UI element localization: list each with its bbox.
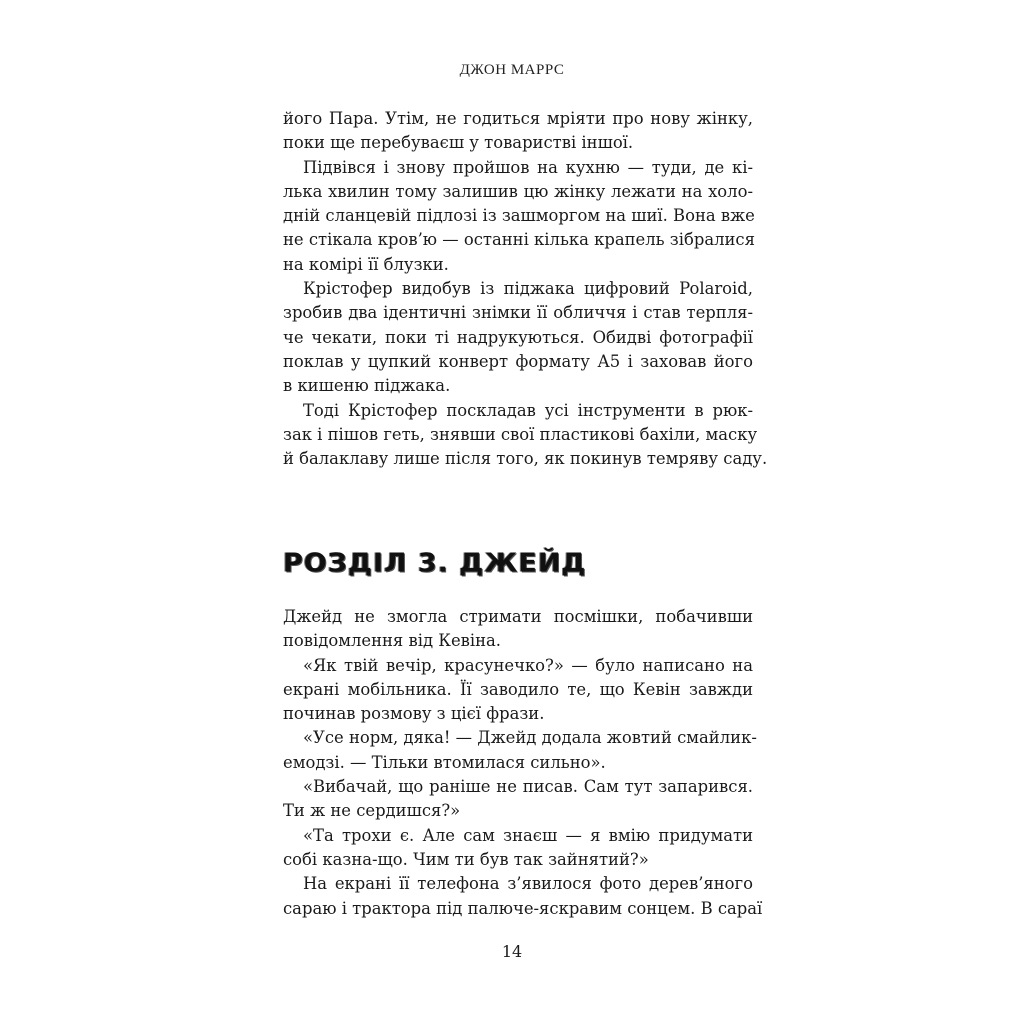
text-line: й балаклаву лише після того, як покинув темряву саду. <box>283 449 768 469</box>
body-text-section-1 <box>283 107 768 471</box>
text-line: Джейд не змогла стримати посмішки, побачивши <box>283 607 753 626</box>
text-line: «Та трохи є. Але сам знаєш — я вмію придумати <box>303 825 753 845</box>
text-line: зробив два ідентичні знімки її обличчя і став терпля- <box>283 303 753 323</box>
text-line: На екрані її телефона з’явилося фото дерев’яного <box>303 874 753 894</box>
text-line: зак і пішов геть, знявши свої пластикові бахіли, маску <box>283 424 758 444</box>
text-line: поклав у цупкий конверт формату А5 і заховав його <box>283 351 753 371</box>
text-line: починав розмову з цієї фрази. <box>283 704 545 724</box>
text-line: емодзі. — Тільки втомилася сильно». <box>283 752 606 772</box>
text-line: в кишеню піджака. <box>283 376 451 396</box>
text-line: «Вибачай, що раніше не писав. Сам тут запарився. <box>303 777 753 797</box>
text-line: «Як твій вечір, красунечко?» — було написано на <box>303 655 753 675</box>
text-line: дній сланцевій підлозі із зашморгом на шиї. Вона вже <box>283 206 755 226</box>
text-line: Крістофер видобув із піджака цифровий Polaroid, <box>303 279 753 299</box>
text-line: на комірі її блузки. <box>283 254 449 274</box>
chapter-heading: РОЗДІЛ 3. ДЖЕЙД <box>283 548 587 579</box>
text-line: поки ще перебуваєш у товаристві іншої. <box>283 133 634 153</box>
text-line: його Пара. Утім, не годиться мріяти про нову жінку, <box>283 109 753 128</box>
page-number: 14 <box>501 942 523 961</box>
text-line: Підвівся і знову пройшов на кухню — туди, де кі- <box>303 157 753 177</box>
text-line: не стікала кров’ю — останні кілька крапель зібралися <box>283 230 755 250</box>
text-line: собі казна-що. Чим ти був так зайнятий?» <box>283 849 649 869</box>
text-line: «Усе норм, дяка! — Джейд додала жовтий смайлик- <box>303 728 757 748</box>
text-line: екрані мобільника. Її заводило те, що Кевін завжди <box>283 679 753 699</box>
text-line: Тоді Крістофер поскладав усі інструменти в рюк- <box>303 400 753 420</box>
text-line: сараю і трактора під палюче-яскравим сонцем. В сараї <box>283 898 763 918</box>
running-head-author: ДЖОН МАРРС <box>459 62 565 78</box>
text-line: лька хвилин тому залишив цю жінку лежати на холо- <box>283 181 753 201</box>
text-line: Ти ж не сердишся?» <box>283 801 461 821</box>
body-text-section-2 <box>283 605 763 921</box>
text-line: че чекати, поки ті надрукуються. Обидві фотографії <box>283 327 753 347</box>
text-line: повідомлення від Кевіна. <box>283 631 502 651</box>
